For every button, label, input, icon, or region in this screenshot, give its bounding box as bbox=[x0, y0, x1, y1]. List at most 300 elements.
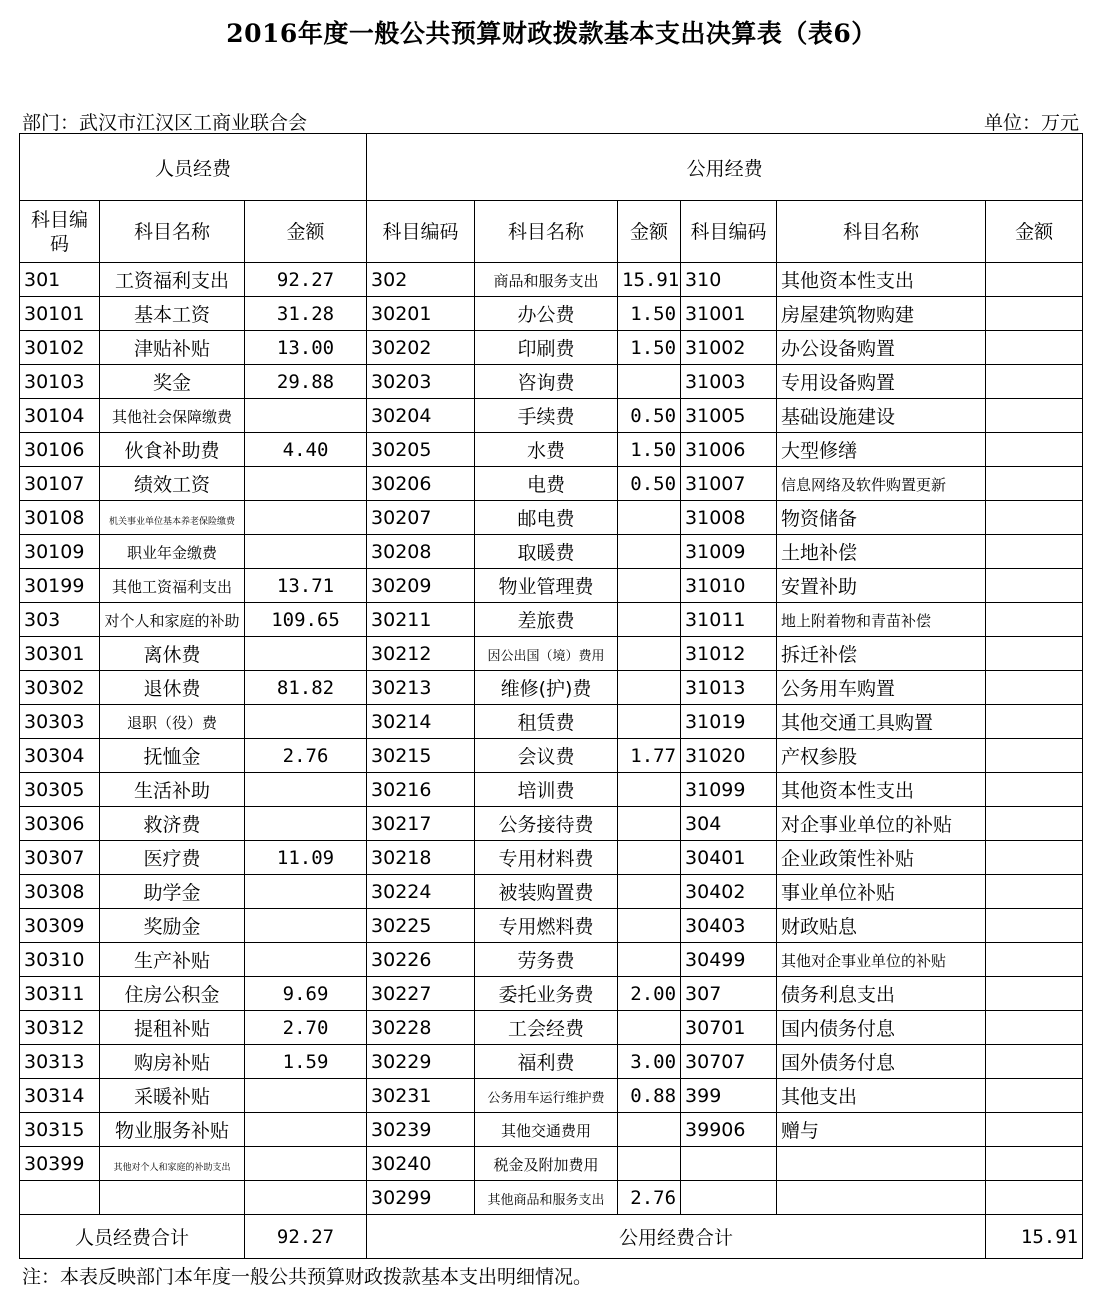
code-text: 30209 bbox=[371, 574, 432, 597]
cell-name bbox=[100, 1113, 245, 1147]
amount-text: 81.82 bbox=[276, 676, 335, 699]
cell-code bbox=[681, 501, 777, 535]
amount-text: 92.27 bbox=[276, 268, 335, 291]
cell-name bbox=[100, 433, 245, 467]
name-text: 地上附着物和青苗补偿 bbox=[781, 611, 932, 630]
cell-amount bbox=[245, 297, 367, 331]
cell-name bbox=[100, 909, 245, 943]
cell-name bbox=[100, 841, 245, 875]
unit-label: 单位：万元 bbox=[983, 112, 1079, 134]
cell-amount bbox=[618, 1147, 681, 1181]
table-row bbox=[20, 705, 1083, 739]
code-text: 30214 bbox=[371, 710, 432, 733]
cell-amount bbox=[986, 1181, 1083, 1215]
name-text: 其他资本性支出 bbox=[781, 270, 915, 292]
name-text: 其他交通工具购置 bbox=[781, 712, 934, 734]
amount-text: 13.71 bbox=[276, 574, 335, 597]
name-text: 公务用车购置 bbox=[781, 678, 896, 700]
name-text: 基础设施建设 bbox=[781, 406, 896, 428]
cell-code bbox=[20, 331, 100, 365]
cell-name bbox=[777, 1079, 986, 1113]
cell-amount bbox=[245, 977, 367, 1011]
table-row bbox=[20, 943, 1083, 977]
code-text: 30203 bbox=[371, 370, 432, 393]
cell-name bbox=[100, 943, 245, 977]
code-text: 31005 bbox=[685, 404, 746, 427]
amount-text: 1.50 bbox=[630, 438, 677, 461]
name-text: 国外债务付息 bbox=[781, 1052, 896, 1074]
cell-name bbox=[100, 705, 245, 739]
name-text: 维修(护)费 bbox=[500, 678, 592, 700]
cell-code bbox=[20, 399, 100, 433]
table-row bbox=[20, 331, 1083, 365]
table-row bbox=[20, 399, 1083, 433]
cell-amount bbox=[245, 603, 367, 637]
cell-name bbox=[777, 501, 986, 535]
code-text: 31001 bbox=[685, 302, 746, 325]
code-text: 30103 bbox=[24, 370, 85, 393]
cell-amount bbox=[618, 671, 681, 705]
cell-name bbox=[100, 1045, 245, 1079]
name-text: 因公出国（境）费用 bbox=[487, 648, 605, 664]
name-text: 提租补贴 bbox=[133, 1018, 210, 1040]
cell-name bbox=[475, 399, 618, 433]
cell-name bbox=[777, 399, 986, 433]
amount-text: 11.09 bbox=[276, 846, 335, 869]
cell-amount bbox=[618, 433, 681, 467]
cell-code bbox=[367, 739, 475, 773]
code-text: 30204 bbox=[371, 404, 432, 427]
cell-amount bbox=[245, 671, 367, 705]
name-text: 离休费 bbox=[143, 644, 201, 666]
code-text: 31003 bbox=[685, 370, 746, 393]
code-text: 30229 bbox=[371, 1050, 432, 1073]
amount-text: 4.40 bbox=[282, 438, 329, 461]
cell-amount bbox=[618, 1045, 681, 1079]
code-text: 30201 bbox=[371, 302, 432, 325]
cell-code bbox=[367, 977, 475, 1011]
name-text: 土地补偿 bbox=[781, 542, 858, 564]
cell-amount bbox=[986, 569, 1083, 603]
cell-name bbox=[777, 909, 986, 943]
code-text: 30303 bbox=[24, 710, 85, 733]
code-text: 39906 bbox=[685, 1118, 746, 1141]
code-text: 30108 bbox=[24, 506, 85, 529]
cell-name bbox=[100, 297, 245, 331]
cell-amount bbox=[245, 365, 367, 399]
cell-name bbox=[475, 807, 618, 841]
code-text: 30107 bbox=[24, 472, 85, 495]
cell-name bbox=[100, 671, 245, 705]
table-row bbox=[20, 1181, 1083, 1215]
cell-amount bbox=[986, 977, 1083, 1011]
cell-code bbox=[367, 263, 475, 297]
amount-text: 1.50 bbox=[630, 302, 677, 325]
cell-code bbox=[20, 297, 100, 331]
cell-name bbox=[475, 637, 618, 671]
cell-amount bbox=[618, 977, 681, 1011]
cell-amount bbox=[245, 1011, 367, 1045]
cell-code bbox=[20, 1113, 100, 1147]
expenditure-table bbox=[19, 133, 1083, 1259]
header-amount: 金额 bbox=[986, 201, 1083, 263]
cell-amount bbox=[618, 875, 681, 909]
name-text: 工资福利支出 bbox=[114, 270, 229, 292]
cell-code bbox=[20, 977, 100, 1011]
cell-amount bbox=[618, 535, 681, 569]
cell-name bbox=[777, 433, 986, 467]
name-text: 培训费 bbox=[517, 780, 575, 802]
cell-code bbox=[681, 977, 777, 1011]
cell-amount bbox=[618, 467, 681, 501]
cell-code bbox=[20, 1147, 100, 1181]
cell-name bbox=[777, 841, 986, 875]
name-text: 其他支出 bbox=[781, 1086, 858, 1108]
code-text: 304 bbox=[685, 812, 722, 835]
cell-name bbox=[475, 1113, 618, 1147]
code-text: 30102 bbox=[24, 336, 85, 359]
code-text: 30399 bbox=[24, 1152, 85, 1175]
name-text: 公务接待费 bbox=[498, 814, 594, 836]
name-text: 劳务费 bbox=[517, 950, 575, 972]
cell-amount bbox=[245, 909, 367, 943]
name-text: 其他商品和服务支出 bbox=[487, 1192, 605, 1208]
cell-amount bbox=[245, 535, 367, 569]
code-text: 301 bbox=[24, 268, 61, 291]
cell-amount bbox=[245, 1181, 367, 1215]
code-text: 31002 bbox=[685, 336, 746, 359]
cell-code bbox=[681, 263, 777, 297]
amount-text: 15.91 bbox=[622, 268, 680, 291]
cell-amount bbox=[245, 705, 367, 739]
code-text: 30212 bbox=[371, 642, 432, 665]
cell-name bbox=[475, 569, 618, 603]
cell-amount bbox=[986, 263, 1083, 297]
cell-name bbox=[475, 433, 618, 467]
name-text: 房屋建筑物购建 bbox=[781, 304, 915, 326]
cell-name bbox=[475, 841, 618, 875]
amount-text: 109.65 bbox=[271, 608, 340, 631]
cell-name bbox=[777, 263, 986, 297]
cell-amount bbox=[618, 263, 681, 297]
name-text: 其他对企事业单位的补贴 bbox=[781, 951, 947, 970]
cell-name bbox=[475, 1181, 618, 1215]
cell-amount bbox=[618, 399, 681, 433]
cell-amount bbox=[245, 1079, 367, 1113]
cell-amount bbox=[245, 807, 367, 841]
cell-amount bbox=[618, 807, 681, 841]
cell-code bbox=[681, 1147, 777, 1181]
cell-name bbox=[100, 773, 245, 807]
cell-code bbox=[681, 1181, 777, 1215]
cell-amount bbox=[986, 501, 1083, 535]
code-text: 31007 bbox=[685, 472, 746, 495]
cell-name bbox=[100, 875, 245, 909]
cell-amount bbox=[986, 841, 1083, 875]
code-text: 30207 bbox=[371, 506, 432, 529]
cell-code bbox=[367, 1079, 475, 1113]
cell-code bbox=[20, 569, 100, 603]
cell-amount bbox=[986, 705, 1083, 739]
code-text: 31011 bbox=[685, 608, 746, 631]
code-text: 30307 bbox=[24, 846, 85, 869]
cell-code bbox=[20, 909, 100, 943]
cell-code bbox=[20, 773, 100, 807]
cell-code bbox=[367, 1147, 475, 1181]
amount-text: 2.76 bbox=[282, 744, 329, 767]
table-row bbox=[20, 875, 1083, 909]
code-text: 30311 bbox=[24, 982, 85, 1005]
code-text: 30199 bbox=[24, 574, 85, 597]
code-text: 30215 bbox=[371, 744, 432, 767]
cell-amount bbox=[618, 909, 681, 943]
amount-text: 13.00 bbox=[276, 336, 335, 359]
code-text: 30109 bbox=[24, 540, 85, 563]
code-text: 30402 bbox=[685, 880, 746, 903]
table-row bbox=[20, 297, 1083, 331]
name-text: 公务用车运行维护费 bbox=[487, 1090, 605, 1106]
code-text: 30101 bbox=[24, 302, 85, 325]
code-text: 30310 bbox=[24, 948, 85, 971]
cell-code bbox=[367, 569, 475, 603]
header-code: 科目编码 bbox=[20, 201, 100, 263]
cell-amount bbox=[618, 1011, 681, 1045]
cell-code bbox=[681, 705, 777, 739]
cell-amount bbox=[245, 501, 367, 535]
cell-code bbox=[367, 909, 475, 943]
code-text: 30228 bbox=[371, 1016, 432, 1039]
table-row bbox=[20, 909, 1083, 943]
name-text: 抚恤金 bbox=[143, 746, 201, 768]
name-text: 事业单位补贴 bbox=[781, 882, 896, 904]
code-text: 399 bbox=[685, 1084, 722, 1107]
name-text: 产权参股 bbox=[781, 746, 858, 768]
cell-name bbox=[777, 773, 986, 807]
code-text: 30104 bbox=[24, 404, 85, 427]
cell-amount bbox=[986, 1045, 1083, 1079]
cell-code bbox=[681, 433, 777, 467]
name-text: 咨询费 bbox=[517, 372, 575, 394]
cell-amount bbox=[986, 433, 1083, 467]
amount-text: 3.00 bbox=[630, 1050, 677, 1073]
cell-code bbox=[681, 739, 777, 773]
cell-amount bbox=[986, 331, 1083, 365]
cell-amount bbox=[618, 331, 681, 365]
table-row bbox=[20, 739, 1083, 773]
cell-amount bbox=[245, 1045, 367, 1079]
cell-amount bbox=[245, 739, 367, 773]
table-row bbox=[20, 1011, 1083, 1045]
code-text: 31010 bbox=[685, 574, 746, 597]
cell-name bbox=[777, 807, 986, 841]
cell-code bbox=[20, 705, 100, 739]
cell-amount bbox=[986, 365, 1083, 399]
code-text: 30308 bbox=[24, 880, 85, 903]
cell-amount bbox=[986, 535, 1083, 569]
cell-code bbox=[681, 943, 777, 977]
cell-code bbox=[681, 535, 777, 569]
cell-code bbox=[20, 603, 100, 637]
cell-name bbox=[100, 569, 245, 603]
name-text: 津贴补贴 bbox=[133, 338, 210, 360]
name-text: 住房公积金 bbox=[124, 984, 220, 1006]
cell-code bbox=[681, 603, 777, 637]
cell-name bbox=[100, 331, 245, 365]
table-row bbox=[20, 569, 1083, 603]
cell-amount bbox=[986, 603, 1083, 637]
cell-code bbox=[367, 1113, 475, 1147]
name-text: 物资储备 bbox=[781, 508, 858, 530]
amount-text: 1.77 bbox=[630, 744, 677, 767]
cell-code bbox=[681, 909, 777, 943]
code-text: 31020 bbox=[685, 744, 746, 767]
cell-code bbox=[20, 943, 100, 977]
public-total-label: 公用经费合计 bbox=[367, 1215, 986, 1259]
cell-name bbox=[100, 1181, 245, 1215]
cell-name bbox=[777, 1011, 986, 1045]
cell-code bbox=[681, 637, 777, 671]
cell-amount bbox=[245, 1113, 367, 1147]
cell-name bbox=[475, 263, 618, 297]
code-text: 30205 bbox=[371, 438, 432, 461]
cell-amount bbox=[245, 637, 367, 671]
name-text: 其他工资福利支出 bbox=[111, 577, 232, 596]
code-text: 30240 bbox=[371, 1152, 432, 1175]
cell-code bbox=[367, 467, 475, 501]
personnel-total-value: 92.27 bbox=[245, 1215, 367, 1259]
public-section-header: 公用经费 bbox=[367, 134, 1083, 201]
code-text: 30226 bbox=[371, 948, 432, 971]
code-text: 30213 bbox=[371, 676, 432, 699]
name-text: 会议费 bbox=[517, 746, 575, 768]
cell-amount bbox=[618, 637, 681, 671]
code-text: 303 bbox=[24, 608, 61, 631]
cell-code bbox=[681, 399, 777, 433]
code-text: 30216 bbox=[371, 778, 432, 801]
header-code: 科目编码 bbox=[681, 201, 777, 263]
cell-amount bbox=[618, 501, 681, 535]
name-text: 专用设备购置 bbox=[781, 372, 896, 394]
cell-amount bbox=[986, 1113, 1083, 1147]
table-row bbox=[20, 263, 1083, 297]
cell-name bbox=[777, 1147, 986, 1181]
name-text: 办公费 bbox=[517, 304, 575, 326]
cell-name bbox=[777, 671, 986, 705]
cell-code bbox=[367, 705, 475, 739]
cell-code bbox=[367, 807, 475, 841]
header-name: 科目名称 bbox=[100, 201, 245, 263]
code-text: 30314 bbox=[24, 1084, 85, 1107]
cell-name bbox=[100, 603, 245, 637]
table-row bbox=[20, 1079, 1083, 1113]
cell-name bbox=[777, 705, 986, 739]
code-text: 302 bbox=[371, 268, 408, 291]
name-text: 委托业务费 bbox=[498, 984, 594, 1006]
code-text: 31099 bbox=[685, 778, 746, 801]
name-text: 物业管理费 bbox=[498, 576, 594, 598]
cell-amount bbox=[986, 399, 1083, 433]
cell-name bbox=[100, 263, 245, 297]
name-text: 采暖补贴 bbox=[133, 1086, 210, 1108]
cell-code bbox=[367, 773, 475, 807]
cell-amount bbox=[986, 875, 1083, 909]
cell-name bbox=[475, 1147, 618, 1181]
cell-name bbox=[777, 1113, 986, 1147]
cell-amount bbox=[245, 773, 367, 807]
department-label: 部门：武汉市江汉区工商业联合会 bbox=[22, 112, 308, 134]
cell-code bbox=[681, 1113, 777, 1147]
table-row bbox=[20, 535, 1083, 569]
cell-code bbox=[20, 433, 100, 467]
name-text: 办公设备购置 bbox=[781, 338, 896, 360]
cell-code bbox=[367, 603, 475, 637]
code-text: 30206 bbox=[371, 472, 432, 495]
cell-name bbox=[777, 739, 986, 773]
name-text: 商品和服务支出 bbox=[493, 271, 599, 290]
cell-name bbox=[777, 535, 986, 569]
name-text: 生产补贴 bbox=[133, 950, 210, 972]
cell-amount bbox=[986, 1147, 1083, 1181]
cell-name bbox=[475, 501, 618, 535]
name-text: 救济费 bbox=[143, 814, 201, 836]
cell-name bbox=[777, 569, 986, 603]
cell-amount bbox=[986, 739, 1083, 773]
cell-amount bbox=[986, 943, 1083, 977]
table-row bbox=[20, 1113, 1083, 1147]
cell-code bbox=[367, 1045, 475, 1079]
cell-name bbox=[475, 297, 618, 331]
code-text: 30225 bbox=[371, 914, 432, 937]
cell-code bbox=[681, 467, 777, 501]
amount-text: 0.50 bbox=[630, 404, 677, 427]
cell-code bbox=[681, 1011, 777, 1045]
cell-code bbox=[367, 535, 475, 569]
cell-name bbox=[100, 1011, 245, 1045]
cell-code bbox=[20, 841, 100, 875]
amount-text: 2.00 bbox=[630, 982, 677, 1005]
cell-code bbox=[367, 943, 475, 977]
name-text: 奖励金 bbox=[143, 916, 201, 938]
amount-text: 31.28 bbox=[276, 302, 335, 325]
cell-amount bbox=[245, 1147, 367, 1181]
cell-code bbox=[20, 263, 100, 297]
header-code: 科目编码 bbox=[367, 201, 475, 263]
name-text: 奖金 bbox=[152, 372, 191, 394]
cell-code bbox=[20, 365, 100, 399]
code-text: 30231 bbox=[371, 1084, 432, 1107]
cell-name bbox=[777, 603, 986, 637]
cell-amount bbox=[245, 943, 367, 977]
code-text: 307 bbox=[685, 982, 722, 1005]
name-text: 邮电费 bbox=[517, 508, 575, 530]
cell-amount bbox=[618, 841, 681, 875]
cell-amount bbox=[245, 263, 367, 297]
cell-name bbox=[777, 875, 986, 909]
table-row bbox=[20, 1147, 1083, 1181]
cell-amount bbox=[245, 841, 367, 875]
name-text: 生活补助 bbox=[133, 780, 210, 802]
name-text: 绩效工资 bbox=[133, 474, 210, 496]
code-text: 30218 bbox=[371, 846, 432, 869]
cell-code bbox=[367, 671, 475, 705]
table-row bbox=[20, 773, 1083, 807]
name-text: 工会经费 bbox=[508, 1018, 585, 1040]
cell-name bbox=[100, 467, 245, 501]
cell-code bbox=[20, 739, 100, 773]
table-row bbox=[20, 671, 1083, 705]
cell-name bbox=[475, 739, 618, 773]
public-total-value: 15.91 bbox=[986, 1215, 1083, 1259]
